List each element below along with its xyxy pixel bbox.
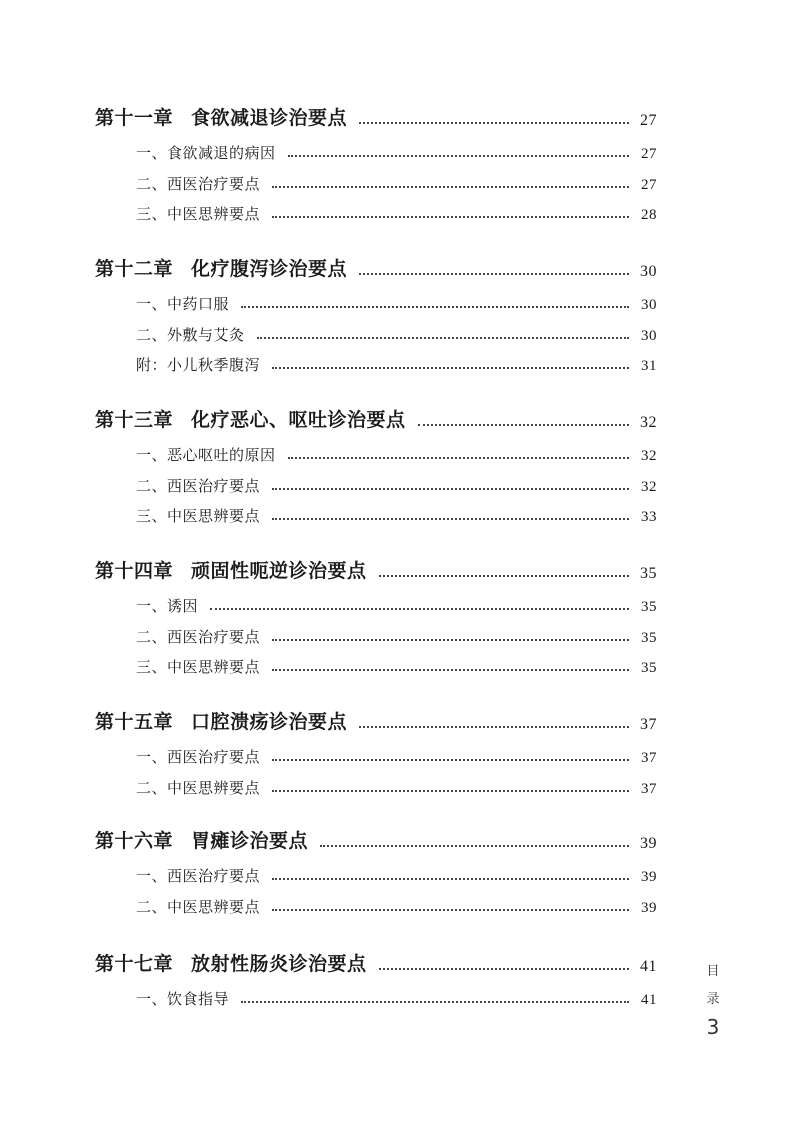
dot-leader (257, 337, 629, 339)
chapter-title: 化疗腹泻诊治要点 (191, 258, 348, 280)
dot-leader (359, 726, 629, 728)
chapter-page-number: 32 (640, 414, 657, 431)
toc-section-row[interactable] (136, 776, 657, 798)
section-page-number: 31 (641, 358, 657, 374)
dot-leader (272, 759, 629, 761)
section-page-number: 32 (641, 448, 657, 464)
chapter-title: 化疗恶心、呕吐诊治要点 (191, 409, 406, 431)
dot-leader (359, 273, 629, 275)
chapter-heading (95, 949, 367, 976)
dot-leader (272, 790, 629, 792)
dot-leader (272, 488, 629, 490)
chapter-number: 第十六章 (95, 830, 174, 852)
toc-section-row[interactable] (136, 504, 657, 526)
chapter-page-number: 37 (640, 716, 657, 733)
chapter-page-number: 39 (640, 835, 657, 852)
toc-chapter-row[interactable] (95, 104, 657, 130)
dot-leader (288, 155, 629, 157)
toc-chapter-row[interactable] (95, 708, 657, 734)
section-page-number: 37 (641, 750, 657, 766)
section-page-number: 30 (641, 297, 657, 313)
dot-leader (418, 424, 629, 426)
chapter-heading (95, 254, 347, 281)
chapter-heading (95, 556, 367, 583)
toc-section-row[interactable] (136, 353, 657, 375)
toc-chapter-row[interactable] (95, 827, 657, 853)
toc-section-row[interactable] (136, 895, 657, 917)
chapter-title: 口腔溃疡诊治要点 (191, 711, 348, 733)
toc-section-row[interactable] (136, 745, 657, 767)
section-title: 附：小儿秋季腹泻 (136, 356, 261, 374)
toc-chapter-row[interactable] (95, 406, 657, 432)
section-page-number: 41 (641, 992, 657, 1008)
toc-chapter-row[interactable] (95, 950, 657, 976)
dot-leader (272, 186, 629, 188)
section-page-number: 35 (641, 629, 657, 646)
section-page-number: 39 (641, 869, 657, 885)
toc-section-row[interactable] (136, 655, 657, 677)
toc-section-row[interactable] (136, 141, 657, 163)
chapter-title: 胃瘫诊治要点 (191, 830, 309, 852)
section-title: 一、中药口服 (136, 295, 230, 313)
dot-leader (272, 669, 629, 671)
section-label-char: 目 (706, 964, 720, 979)
chapter-heading (95, 103, 347, 130)
section-title: 一、饮食指导 (136, 990, 230, 1008)
dot-leader (241, 306, 629, 308)
section-page-number: 35 (641, 599, 657, 615)
section-label-char: 录 (706, 992, 720, 1007)
toc-section-row[interactable] (136, 864, 657, 886)
chapter-number: 第十七章 (95, 953, 174, 975)
section-title: 二、外敷与艾灸 (136, 325, 245, 344)
section-page-number: 33 (641, 509, 657, 525)
chapter-number: 第十三章 (95, 409, 174, 431)
dot-leader (379, 968, 629, 970)
toc-section-row[interactable] (136, 292, 657, 314)
dot-leader (241, 1001, 629, 1003)
chapter-number: 第十五章 (95, 711, 174, 733)
toc-section-row[interactable] (136, 202, 657, 224)
toc-section-row[interactable] (136, 172, 657, 194)
chapter-heading (95, 405, 406, 432)
dot-leader (272, 639, 629, 641)
chapter-number: 第十四章 (95, 560, 174, 582)
toc-section-row[interactable] (136, 443, 657, 465)
chapter-heading (95, 707, 347, 734)
toc-section-row[interactable] (136, 987, 657, 1009)
chapter-page-number: 35 (640, 565, 657, 582)
section-title: 一、食欲减退的病因 (136, 144, 276, 162)
toc-section-row[interactable] (136, 594, 657, 616)
dot-leader (379, 575, 629, 577)
chapter-page-number: 30 (640, 263, 657, 280)
section-page-number: 35 (641, 660, 657, 676)
page-number: 3 (706, 1015, 720, 1039)
dot-leader (320, 845, 629, 847)
chapter-heading (95, 826, 308, 853)
section-page-number: 27 (641, 176, 657, 193)
section-label (703, 960, 723, 1016)
chapter-title: 食欲减退诊治要点 (191, 107, 348, 129)
section-title: 二、西医治疗要点 (136, 627, 261, 646)
section-page-number: 30 (641, 327, 657, 344)
section-page-number: 28 (641, 207, 657, 223)
section-title: 二、西医治疗要点 (136, 476, 261, 495)
section-title: 二、中医思辨要点 (136, 897, 261, 916)
section-page-number: 39 (641, 899, 657, 916)
toc-section-row[interactable] (136, 323, 657, 345)
section-title: 二、西医治疗要点 (136, 174, 261, 193)
toc-section-row[interactable] (136, 625, 657, 647)
dot-leader (272, 216, 629, 218)
chapter-number: 第十二章 (95, 258, 174, 280)
chapter-number: 第十一章 (95, 107, 174, 129)
dot-leader (359, 122, 629, 124)
dot-leader (272, 878, 629, 880)
section-title: 一、西医治疗要点 (136, 748, 261, 766)
dot-leader (272, 518, 629, 520)
chapter-title: 顽固性呃逆诊治要点 (191, 560, 367, 582)
chapter-page-number: 41 (640, 958, 657, 975)
section-page-number: 27 (641, 146, 657, 162)
section-page-number: 32 (641, 478, 657, 495)
toc-chapter-row[interactable] (95, 557, 657, 583)
section-title: 三、中医思辨要点 (136, 205, 261, 223)
chapter-title: 放射性肠炎诊治要点 (191, 953, 367, 975)
dot-leader (272, 909, 629, 911)
section-title: 一、西医治疗要点 (136, 867, 261, 885)
toc-section-row[interactable] (136, 474, 657, 496)
section-page-number: 37 (641, 780, 657, 797)
section-title: 一、恶心呕吐的原因 (136, 446, 276, 464)
section-title: 三、中医思辨要点 (136, 507, 261, 525)
section-title: 三、中医思辨要点 (136, 658, 261, 676)
section-title: 一、诱因 (136, 597, 199, 615)
dot-leader (272, 367, 629, 369)
toc-chapter-row[interactable] (95, 255, 657, 281)
chapter-page-number: 27 (640, 112, 657, 129)
dot-leader (210, 608, 629, 610)
section-title: 二、中医思辨要点 (136, 778, 261, 797)
dot-leader (288, 457, 629, 459)
